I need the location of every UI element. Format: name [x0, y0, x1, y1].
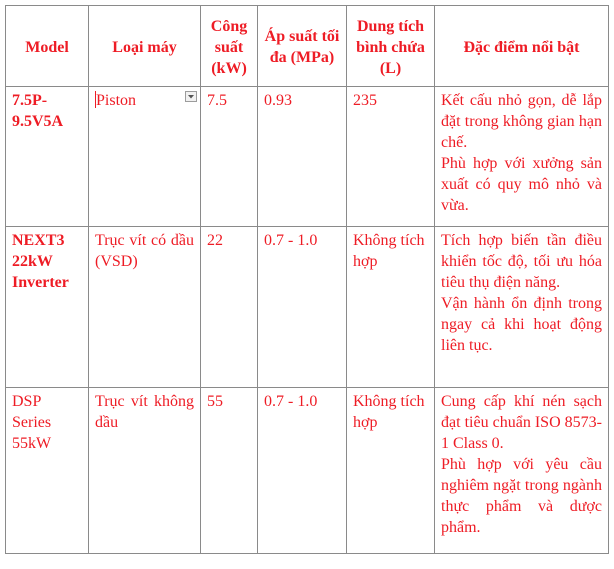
feature-line: Vận hành ổn định trong ngay cả khi hoạt động liên tục. [441, 295, 602, 354]
pressure-cell: 0.93 [258, 87, 347, 227]
features-cell [435, 227, 609, 388]
power-cell: 7.5 [201, 87, 258, 227]
tank-cell: Không tích hợp [347, 388, 435, 554]
header-type: Loại máy [89, 6, 201, 87]
power-cell: 22 [201, 227, 258, 388]
model-cell: DSP Series 55kW [6, 388, 89, 554]
type-cell: Trục vít có dầu (VSD) [89, 227, 201, 388]
model-cell: NEXT3 22kW Inverter [6, 227, 89, 388]
power-cell: 55 [201, 388, 258, 554]
feature-line: Cung cấp khí nén sạch đạt tiêu chuẩn ISO 8573-1 Class 0. [441, 393, 602, 452]
feature-line: Phù hợp với yêu cầu nghiêm ngặt trong ngành thực phẩm và dược phẩm. [441, 456, 602, 536]
model-cell: 7.5P-9.5V5A [6, 87, 89, 227]
table-row [6, 227, 609, 388]
tank-cell: 235 [347, 87, 435, 227]
features-cell [435, 87, 609, 227]
table-row [6, 87, 609, 227]
header-tank: Dung tích bình chứa (L) [347, 6, 435, 87]
feature-line: Tích hợp biến tần điều khiển tốc độ, tối ưu hóa tiêu thụ điện năng. [441, 232, 602, 291]
header-power: Công suất (kW) [201, 6, 258, 87]
header-model: Model [6, 6, 89, 87]
header-features: Đặc điểm nổi bật [435, 6, 609, 87]
compressor-spec-table [5, 5, 609, 554]
type-value[interactable]: Piston [96, 92, 137, 109]
type-cell: Trục vít không dầu [89, 388, 201, 554]
table-row [6, 388, 609, 554]
type-cell-editing[interactable] [89, 87, 201, 227]
header-pressure: Áp suất tối đa (MPa) [258, 6, 347, 87]
dropdown-arrow-icon[interactable] [185, 91, 197, 102]
pressure-cell: 0.7 - 1.0 [258, 388, 347, 554]
tank-cell: Không tích hợp [347, 227, 435, 388]
feature-line: Phù hợp với xưởng sản xuất có quy mô nhỏ và vừa. [441, 155, 602, 214]
pressure-cell: 0.7 - 1.0 [258, 227, 347, 388]
feature-line: Kết cấu nhỏ gọn, dễ lắp đặt trong không gian hạn chế. [441, 92, 602, 151]
features-cell [435, 388, 609, 554]
header-row [6, 6, 609, 87]
